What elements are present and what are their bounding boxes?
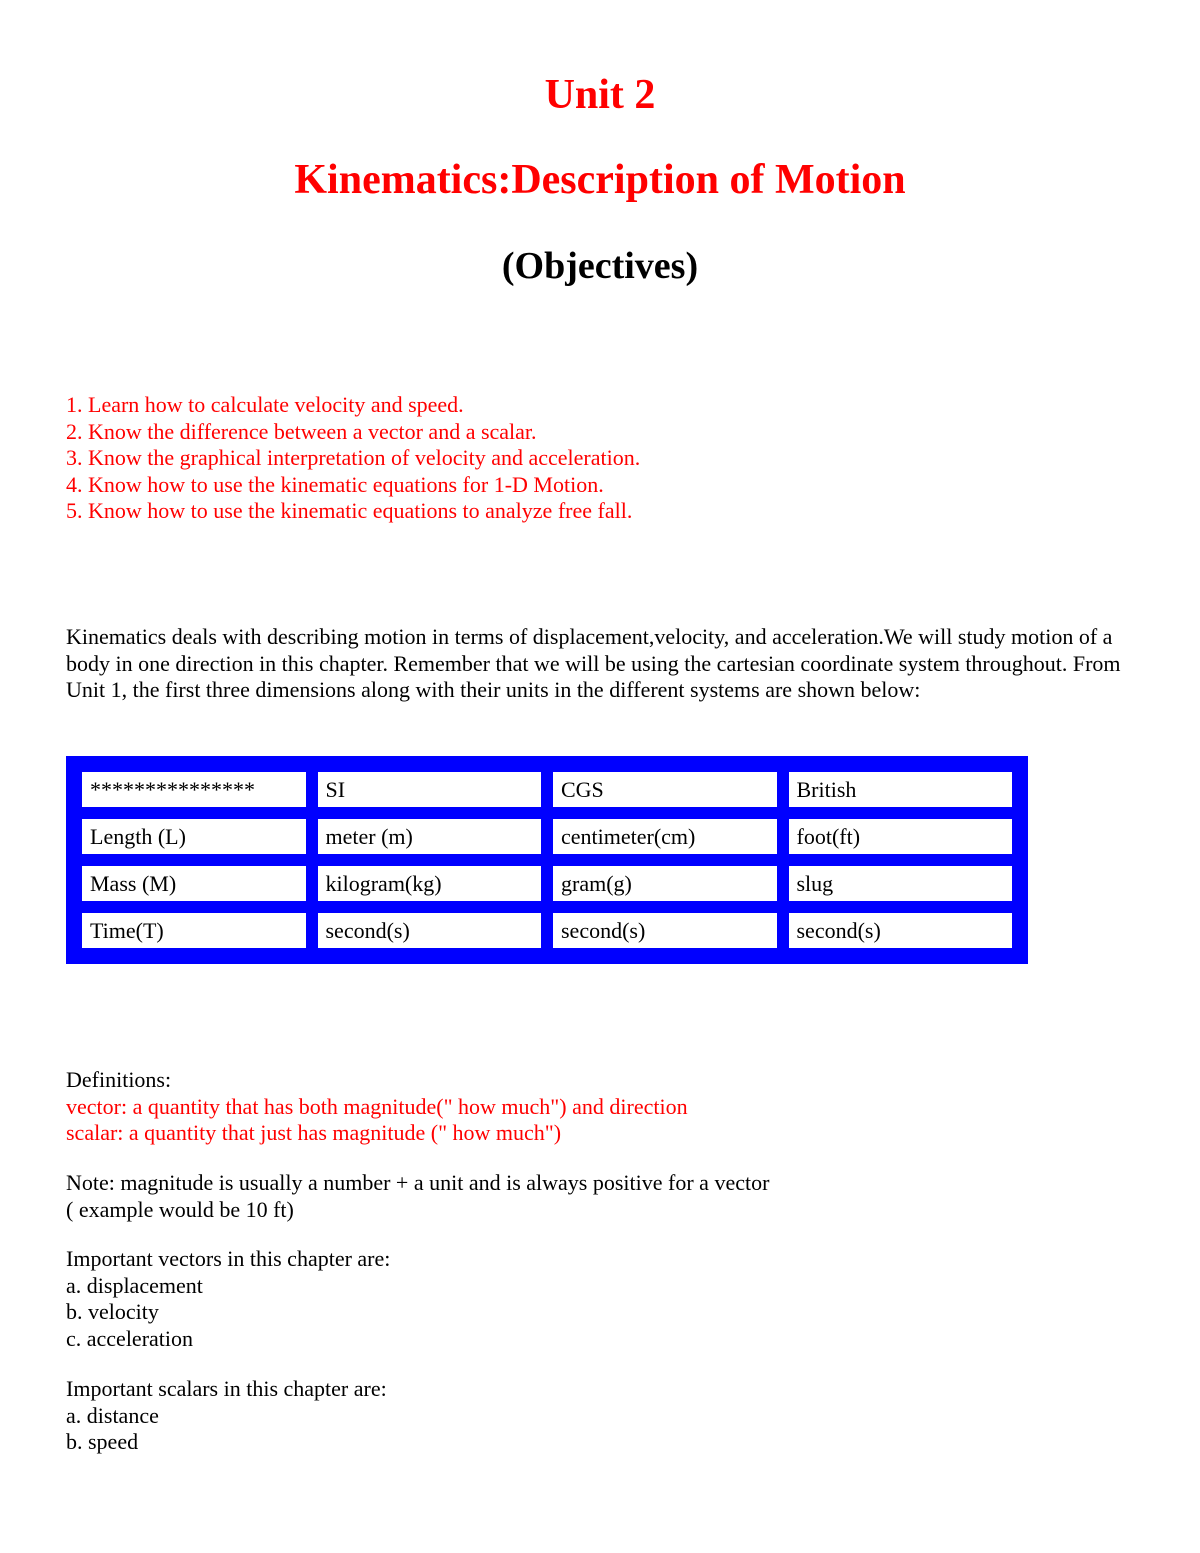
table-header-cell: British bbox=[785, 768, 1017, 811]
table-row bbox=[78, 815, 1016, 858]
list-item: a. distance bbox=[66, 1402, 159, 1428]
list-item: b. speed bbox=[66, 1429, 139, 1454]
unit-title: Unit 2 bbox=[544, 72, 656, 118]
table-cell: second(s) bbox=[785, 909, 1017, 952]
objectives-list bbox=[66, 392, 640, 525]
table-cell: Time(T) bbox=[78, 909, 310, 952]
table-cell: slug bbox=[785, 862, 1017, 905]
objective-item: 5. Know how to use the kinematic equations to analyze free fall. bbox=[66, 498, 633, 523]
intro-paragraph: Kinematics deals with describing motion in terms of displacement,velocity, and acceleration.We will study motion of a body in one direction in this chapter. Remember that we will be using the cartesian coordinate system throughout. From Unit 1, the first three dimensions along with their units in the different systems are shown below: bbox=[66, 624, 1121, 702]
objective-item: 3. Know the graphical interpretation of velocity and acceleration. bbox=[66, 445, 641, 470]
note-section bbox=[66, 1170, 769, 1223]
vectors-heading: Important vectors in this chapter are: bbox=[66, 1246, 391, 1271]
objective-item: 2. Know the difference between a vector and a scalar. bbox=[66, 418, 537, 444]
scalars-heading: Important scalars in this chapter are: bbox=[66, 1376, 387, 1401]
list-item: a. displacement bbox=[66, 1272, 203, 1298]
table-row bbox=[78, 909, 1016, 952]
table-header-row bbox=[78, 768, 1016, 811]
definitions-section bbox=[66, 1067, 688, 1147]
table-header-cell: CGS bbox=[549, 768, 781, 811]
list-item: b. velocity bbox=[66, 1299, 159, 1324]
table-cell: second(s) bbox=[314, 909, 546, 952]
scalar-definition: scalar: a quantity that just has magnitude (" how much") bbox=[66, 1120, 562, 1145]
table-cell: kilogram(kg) bbox=[314, 862, 546, 905]
table-row bbox=[78, 862, 1016, 905]
definitions-heading: Definitions: bbox=[66, 1067, 172, 1092]
table-cell: Length (L) bbox=[78, 815, 310, 858]
scalars-section bbox=[66, 1376, 387, 1456]
vector-definition: vector: a quantity that has both magnitude(" how much") and direction bbox=[66, 1093, 688, 1119]
vectors-section bbox=[66, 1246, 390, 1352]
table-header-cell: SI bbox=[314, 768, 546, 811]
section-title: (Objectives) bbox=[501, 245, 699, 287]
objective-item: 4. Know how to use the kinematic equations for 1-D Motion. bbox=[66, 471, 604, 497]
table-cell: foot(ft) bbox=[785, 815, 1017, 858]
table-cell: Mass (M) bbox=[78, 862, 310, 905]
table-cell: second(s) bbox=[549, 909, 781, 952]
units-table-grid bbox=[74, 764, 1020, 956]
table-header-cell: *************** bbox=[78, 768, 310, 811]
table-cell: gram(g) bbox=[549, 862, 781, 905]
note-line: ( example would be 10 ft) bbox=[66, 1196, 294, 1222]
units-table bbox=[66, 756, 1028, 964]
objective-item: 1. Learn how to calculate velocity and speed. bbox=[66, 392, 464, 417]
list-item: c. acceleration bbox=[66, 1325, 194, 1351]
table-cell: centimeter(cm) bbox=[549, 815, 781, 858]
note-line: Note: magnitude is usually a number + a unit and is always positive for a vector bbox=[66, 1170, 770, 1195]
topic-title: Kinematics:Description of Motion bbox=[294, 157, 906, 203]
table-cell: meter (m) bbox=[314, 815, 546, 858]
